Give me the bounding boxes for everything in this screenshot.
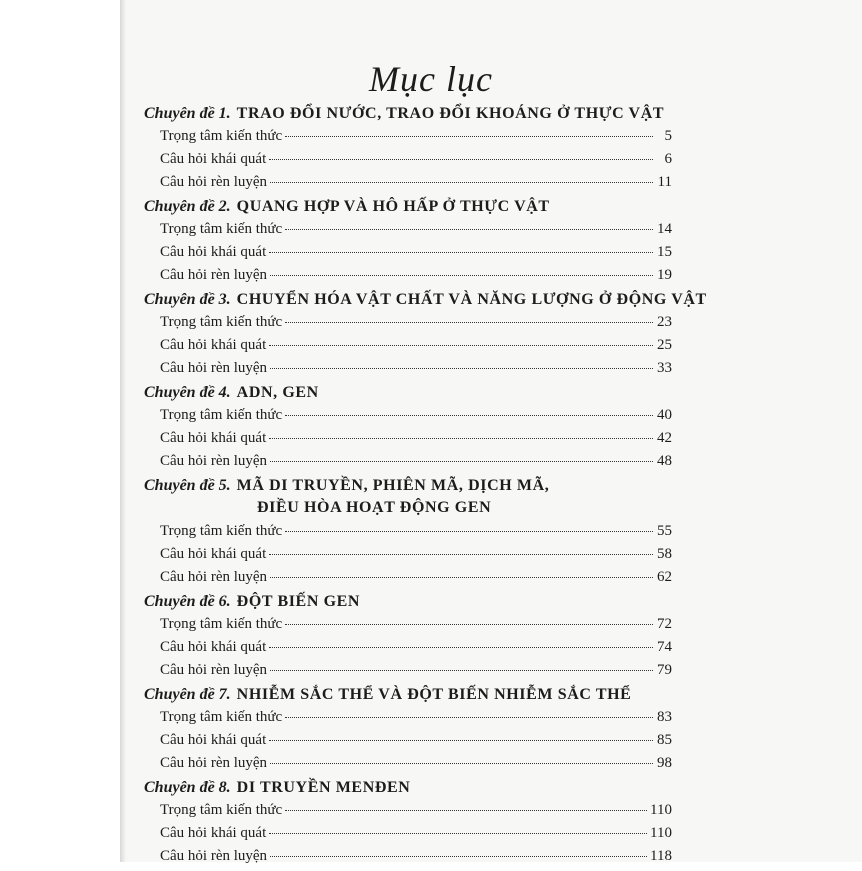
entry-label: Câu hỏi rèn luyện <box>160 848 268 864</box>
entry-page-number: 48 <box>657 453 672 469</box>
entry-page-number: 6 <box>664 151 672 167</box>
entry-page-number: 98 <box>657 755 672 771</box>
entry-page-number: 118 <box>650 848 672 864</box>
entry-page-number: 55 <box>657 523 672 539</box>
chapter-heading <box>144 291 707 314</box>
toc-entry <box>144 639 672 662</box>
entry-page-number: 79 <box>657 662 672 678</box>
entry-label: Câu hỏi khái quát <box>160 546 267 562</box>
chapter-title-continued: ĐIỀU HÒA HOẠT ĐỘNG GEN <box>257 499 492 516</box>
dot-leader <box>269 159 653 160</box>
entry-page-number: 40 <box>657 407 672 423</box>
dot-leader <box>269 740 653 741</box>
chapter-title: TRAO ĐỔI NƯỚC, TRAO ĐỔI KHOÁNG Ở THỰC VẬT <box>236 105 665 122</box>
entry-label: Trọng tâm kiến thức <box>160 314 283 330</box>
entry-page-number: 42 <box>657 430 672 446</box>
toc-entry <box>144 151 672 174</box>
chapter-heading <box>144 198 672 221</box>
entry-label: Trọng tâm kiến thức <box>160 128 283 144</box>
chapter-heading <box>144 779 672 802</box>
entry-page-number: 15 <box>657 244 672 260</box>
toc-entry <box>144 569 672 592</box>
entry-label: Trọng tâm kiến thức <box>160 709 283 725</box>
dot-leader <box>270 368 653 369</box>
chapter-heading <box>144 477 672 523</box>
chapter-number: Chuyên đề 6. <box>144 593 231 610</box>
entry-label: Trọng tâm kiến thức <box>160 802 283 818</box>
entry-page-number: 62 <box>657 569 672 585</box>
chapter-title: QUANG HỢP VÀ HÔ HẤP Ở THỰC VẬT <box>236 198 550 215</box>
chapter-number: Chuyên đề 2. <box>144 198 231 215</box>
dot-leader <box>269 554 653 555</box>
chapter-number: Chuyên đề 3. <box>144 291 231 308</box>
entry-label: Trọng tâm kiến thức <box>160 616 283 632</box>
toc-entry <box>144 523 672 546</box>
dot-leader <box>269 252 653 253</box>
toc-entry <box>144 616 672 639</box>
chapter-number: Chuyên đề 7. <box>144 686 231 703</box>
entry-label: Câu hỏi khái quát <box>160 151 267 167</box>
chapter-number: Chuyên đề 1. <box>144 105 231 122</box>
toc-entry <box>144 662 672 685</box>
dot-leader <box>270 670 653 671</box>
toc-entry <box>144 709 672 732</box>
toc-entry <box>144 802 672 825</box>
dot-leader <box>285 136 653 137</box>
entry-page-number: 72 <box>657 616 672 632</box>
dot-leader <box>270 763 653 764</box>
page-title: Mục lục <box>369 59 493 99</box>
toc-entry <box>144 221 672 244</box>
entry-label: Câu hỏi khái quát <box>160 732 267 748</box>
chapter-heading <box>144 593 672 616</box>
toc-entry <box>144 128 672 151</box>
dot-leader <box>270 856 647 857</box>
chapter-title: NHIỄM SẮC THỂ VÀ ĐỘT BIẾN NHIỄM SẮC THỂ <box>236 686 632 703</box>
dot-leader <box>285 322 653 323</box>
dot-leader <box>269 647 653 648</box>
toc-entry <box>144 337 672 360</box>
entry-page-number: 58 <box>657 546 672 562</box>
dot-leader <box>285 717 653 718</box>
entry-page-number: 110 <box>650 825 672 841</box>
dot-leader <box>270 275 653 276</box>
toc-entry <box>144 825 672 848</box>
chapter-number: Chuyên đề 5. <box>144 477 231 494</box>
toc-entry <box>144 755 672 778</box>
entry-label: Trọng tâm kiến thức <box>160 221 283 237</box>
page-edge-shadow <box>120 0 126 862</box>
dot-leader <box>270 182 653 183</box>
chapter-title: CHUYỂN HÓA VẬT CHẤT VÀ NĂNG LƯỢNG Ở ĐỘNG VẬT <box>236 291 707 308</box>
toc-entry <box>144 244 672 267</box>
entry-label: Trọng tâm kiến thức <box>160 407 283 423</box>
entry-label: Câu hỏi rèn luyện <box>160 267 268 283</box>
entry-page-number: 23 <box>657 314 672 330</box>
entry-page-number: 11 <box>657 174 672 190</box>
entry-label: Câu hỏi rèn luyện <box>160 662 268 678</box>
dot-leader <box>269 345 653 346</box>
dot-leader <box>285 810 647 811</box>
toc-entry <box>144 546 672 569</box>
entry-page-number: 85 <box>657 732 672 748</box>
entry-page-number: 25 <box>657 337 672 353</box>
toc-entry <box>144 430 672 453</box>
entry-page-number: 33 <box>657 360 672 376</box>
chapter-title: ADN, GEN <box>236 384 319 401</box>
toc-entry <box>144 848 672 871</box>
dot-leader <box>270 461 653 462</box>
entry-label: Câu hỏi rèn luyện <box>160 174 268 190</box>
dot-leader <box>269 438 653 439</box>
toc-entry <box>144 732 672 755</box>
toc-entry <box>144 314 672 337</box>
entry-label: Câu hỏi khái quát <box>160 825 267 841</box>
chapter-title: ĐỘT BIẾN GEN <box>236 593 361 610</box>
dot-leader <box>285 624 653 625</box>
chapter-number: Chuyên đề 4. <box>144 384 231 401</box>
entry-page-number: 5 <box>664 128 672 144</box>
chapter-heading <box>144 686 672 709</box>
entry-label: Câu hỏi rèn luyện <box>160 360 268 376</box>
dot-leader <box>285 415 653 416</box>
dot-leader <box>285 531 653 532</box>
entry-page-number: 110 <box>650 802 672 818</box>
entry-page-number: 74 <box>657 639 672 655</box>
entry-label: Câu hỏi khái quát <box>160 244 267 260</box>
table-of-contents <box>144 104 707 871</box>
entry-label: Câu hỏi khái quát <box>160 337 267 353</box>
chapter-number: Chuyên đề 8. <box>144 779 231 796</box>
chapter-heading <box>144 105 672 128</box>
entry-page-number: 83 <box>657 709 672 725</box>
entry-page-number: 19 <box>657 267 672 283</box>
toc-entry <box>144 174 672 197</box>
dot-leader <box>270 577 653 578</box>
dot-leader <box>285 229 653 230</box>
entry-page-number: 14 <box>657 221 672 237</box>
entry-label: Câu hỏi khái quát <box>160 639 267 655</box>
entry-label: Trọng tâm kiến thức <box>160 523 283 539</box>
toc-entry <box>144 267 672 290</box>
entry-label: Câu hỏi khái quát <box>160 430 267 446</box>
dot-leader <box>269 833 647 834</box>
chapter-title: DI TRUYỀN MENĐEN <box>236 779 411 796</box>
chapter-heading <box>144 384 672 407</box>
toc-entry <box>144 453 672 476</box>
toc-entry <box>144 360 672 383</box>
entry-label: Câu hỏi rèn luyện <box>160 453 268 469</box>
entry-label: Câu hỏi rèn luyện <box>160 569 268 585</box>
chapter-title: MÃ DI TRUYỀN, PHIÊN MÃ, DỊCH MÃ, <box>236 477 550 494</box>
entry-label: Câu hỏi rèn luyện <box>160 755 268 771</box>
toc-entry <box>144 407 672 430</box>
